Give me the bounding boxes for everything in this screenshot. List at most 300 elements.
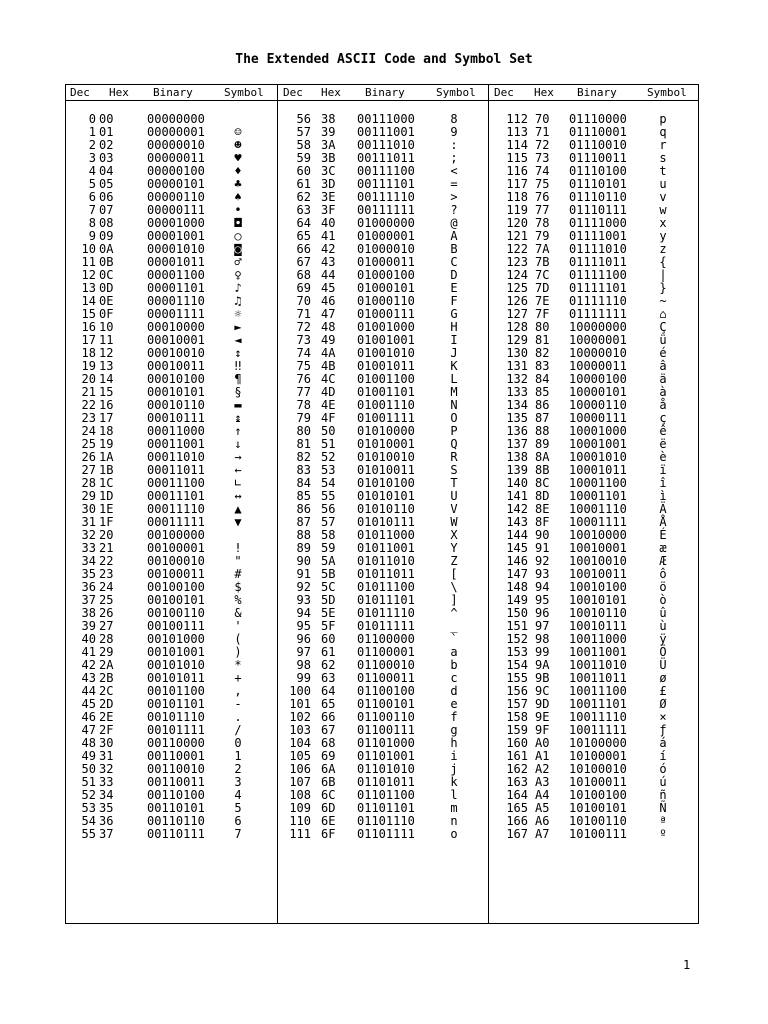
dec-cell: 133 — [506, 385, 528, 399]
dec-cell: 9 — [88, 229, 96, 243]
hex-cell: 4C — [321, 372, 336, 386]
binary-cell: 01110111 — [569, 203, 627, 217]
symbol-cell: l — [450, 788, 458, 802]
symbol-cell: ì — [659, 489, 667, 503]
symbol-cell: ù — [659, 619, 667, 633]
symbol-cell: v — [659, 190, 667, 204]
binary-cell: 01101001 — [357, 749, 415, 763]
hex-cell: 2D — [99, 697, 114, 711]
binary-cell: 10100100 — [569, 788, 627, 802]
binary-cell: 01010001 — [357, 437, 415, 451]
dec-cell: 129 — [506, 333, 528, 347]
dec-cell: 166 — [506, 814, 528, 828]
binary-cell: 10100001 — [569, 749, 627, 763]
symbol-cell: N — [450, 398, 458, 412]
binary-cell: 10010111 — [569, 619, 627, 633]
dec-cell: 57 — [296, 125, 311, 139]
dec-cell: 39 — [81, 619, 96, 633]
binary-cell: 10000011 — [569, 359, 627, 373]
binary-cell: 01001110 — [357, 398, 415, 412]
binary-cell: 00000001 — [147, 125, 205, 139]
dec-cell: 165 — [506, 801, 528, 815]
dec-cell: 124 — [506, 268, 528, 282]
binary-cell: 00110111 — [147, 827, 205, 841]
symbol-cell: £ — [659, 684, 667, 698]
symbol-cell: " — [234, 554, 242, 568]
hex-cell: 43 — [321, 255, 336, 269]
symbol-cell: f — [450, 710, 458, 724]
symbol-cell: O — [450, 411, 458, 425]
hex-cell: 64 — [321, 684, 336, 698]
binary-cell: 00110001 — [147, 749, 205, 763]
dec-cell: 160 — [506, 736, 528, 750]
header-symbol: Symbol — [436, 86, 476, 99]
symbol-cell: Q — [450, 437, 458, 451]
dec-cell: 102 — [289, 710, 311, 724]
binary-cell: 10011011 — [569, 671, 627, 685]
symbol-cell: ä — [659, 372, 667, 386]
binary-cell: 01000001 — [357, 229, 415, 243]
dec-cell: 152 — [506, 632, 528, 646]
symbol-cell: ¶ — [234, 372, 242, 386]
binary-cell: 00100100 — [147, 580, 205, 594]
hex-cell: 11 — [99, 333, 114, 347]
hex-cell: 9B — [535, 671, 550, 685]
dec-cell: 109 — [289, 801, 311, 815]
hex-cell: 91 — [535, 541, 550, 555]
table-row — [488, 828, 699, 841]
symbol-cell: A — [450, 229, 458, 243]
hex-cell: 04 — [99, 164, 114, 178]
dec-cell: 118 — [506, 190, 528, 204]
symbol-cell: ♣ — [234, 177, 242, 191]
symbol-cell: ( — [234, 632, 242, 646]
dec-cell: 73 — [296, 333, 311, 347]
hex-cell: 3B — [321, 151, 336, 165]
symbol-cell: ↓ — [234, 437, 242, 451]
symbol-cell: ♀ — [234, 268, 242, 282]
binary-cell: 10001001 — [569, 437, 627, 451]
symbol-cell: ö — [659, 580, 667, 594]
symbol-cell: ? — [450, 203, 458, 217]
hex-cell: 2B — [99, 671, 114, 685]
symbol-cell: u — [659, 177, 667, 191]
symbol-cell: X — [450, 528, 458, 542]
binary-cell: 01101011 — [357, 775, 415, 789]
dec-cell: 164 — [506, 788, 528, 802]
hex-cell: 71 — [535, 125, 550, 139]
dec-cell: 36 — [81, 580, 96, 594]
symbol-cell: ) — [234, 645, 242, 659]
dec-cell: 139 — [506, 463, 528, 477]
symbol-cell: ♫ — [234, 294, 242, 308]
dec-cell: 99 — [296, 671, 311, 685]
dec-cell: 141 — [506, 489, 528, 503]
symbol-cell: ô — [659, 567, 667, 581]
hex-cell: 17 — [99, 411, 114, 425]
symbol-cell: n — [450, 814, 458, 828]
symbol-cell: y — [659, 229, 667, 243]
symbol-cell: _ — [450, 619, 458, 633]
header-binary: Binary — [365, 86, 405, 99]
dec-cell: 91 — [296, 567, 311, 581]
dec-cell: 46 — [81, 710, 96, 724]
binary-cell: 10011111 — [569, 723, 627, 737]
symbol-cell: i — [450, 749, 458, 763]
symbol-cell: ê — [659, 424, 667, 438]
binary-cell: 10010110 — [569, 606, 627, 620]
symbol-cell: D — [450, 268, 458, 282]
symbol-cell: ñ — [659, 788, 667, 802]
binary-cell: 01010100 — [357, 476, 415, 490]
binary-cell: 00101011 — [147, 671, 205, 685]
binary-cell: 00011100 — [147, 476, 205, 490]
hex-cell: 7B — [535, 255, 550, 269]
hex-cell: 96 — [535, 606, 550, 620]
binary-cell: 01010101 — [357, 489, 415, 503]
hex-cell: 37 — [99, 827, 114, 841]
dec-cell: 145 — [506, 541, 528, 555]
hex-cell: 1F — [99, 515, 114, 529]
symbol-cell: ↑ — [234, 424, 242, 438]
symbol-cell: ◄ — [234, 333, 242, 347]
symbol-cell: ← — [234, 463, 242, 477]
dec-cell: 61 — [296, 177, 311, 191]
symbol-cell: 7 — [234, 827, 242, 841]
binary-cell: 10001010 — [569, 450, 627, 464]
hex-cell: 2F — [99, 723, 114, 737]
header-dec: Dec — [494, 86, 514, 99]
binary-cell: 10100011 — [569, 775, 627, 789]
hex-cell: 7E — [535, 294, 550, 308]
dec-cell: 146 — [506, 554, 528, 568]
hex-cell: 00 — [99, 112, 114, 126]
binary-cell: 01001100 — [357, 372, 415, 386]
dec-cell: 150 — [506, 606, 528, 620]
symbol-cell: / — [234, 723, 242, 737]
binary-cell: 00000000 — [147, 112, 205, 126]
binary-cell: 01110011 — [569, 151, 627, 165]
binary-cell: 01101000 — [357, 736, 415, 750]
symbol-cell: s — [659, 151, 667, 165]
dec-cell: 18 — [81, 346, 96, 360]
symbol-cell: 5 — [234, 801, 242, 815]
dec-cell: 158 — [506, 710, 528, 724]
dec-cell: 50 — [81, 762, 96, 776]
hex-cell: 49 — [321, 333, 336, 347]
dec-cell: 13 — [81, 281, 96, 295]
hex-cell: 1E — [99, 502, 114, 516]
binary-cell: 10000010 — [569, 346, 627, 360]
binary-cell: 01001001 — [357, 333, 415, 347]
hex-cell: 52 — [321, 450, 336, 464]
hex-cell: 55 — [321, 489, 336, 503]
dec-cell: 89 — [296, 541, 311, 555]
binary-cell: 01011101 — [357, 593, 415, 607]
symbol-cell: → — [234, 450, 242, 464]
hex-cell: 98 — [535, 632, 550, 646]
binary-cell: 00110011 — [147, 775, 205, 789]
symbol-cell: Ñ — [659, 801, 667, 815]
dec-cell: 17 — [81, 333, 96, 347]
binary-cell: 00000010 — [147, 138, 205, 152]
binary-cell: 01000011 — [357, 255, 415, 269]
binary-cell: 10001111 — [569, 515, 627, 529]
binary-cell: 00001100 — [147, 268, 205, 282]
binary-cell: 00111100 — [357, 164, 415, 178]
dec-cell: 120 — [506, 216, 528, 230]
dec-cell: 94 — [296, 606, 311, 620]
hex-cell: 41 — [321, 229, 336, 243]
hex-cell: 80 — [535, 320, 550, 334]
dec-cell: 131 — [506, 359, 528, 373]
dec-cell: 52 — [81, 788, 96, 802]
binary-cell: 01011000 — [357, 528, 415, 542]
symbol-cell: 1 — [234, 749, 242, 763]
symbol-cell: Å — [659, 515, 667, 529]
hex-cell: 9C — [535, 684, 550, 698]
dec-cell: 66 — [296, 242, 311, 256]
dec-cell: 68 — [296, 268, 311, 282]
binary-cell: 00101000 — [147, 632, 205, 646]
hex-cell: 8B — [535, 463, 550, 477]
dec-cell: 159 — [506, 723, 528, 737]
binary-cell: 10011000 — [569, 632, 627, 646]
dec-cell: 8 — [88, 216, 96, 230]
binary-cell: 01110010 — [569, 138, 627, 152]
dec-cell: 113 — [506, 125, 528, 139]
dec-cell: 63 — [296, 203, 311, 217]
symbol-cell: ü — [659, 333, 667, 347]
hex-cell: 59 — [321, 541, 336, 555]
header-symbol: Symbol — [224, 86, 264, 99]
hex-cell: 03 — [99, 151, 114, 165]
binary-cell: 01011100 — [357, 580, 415, 594]
dec-cell: 53 — [81, 801, 96, 815]
dec-cell: 151 — [506, 619, 528, 633]
dec-cell: 1 — [88, 125, 96, 139]
binary-cell: 01001010 — [357, 346, 415, 360]
symbol-cell: $ — [234, 580, 242, 594]
dec-cell: 136 — [506, 424, 528, 438]
hex-cell: 47 — [321, 307, 336, 321]
binary-cell: 01111011 — [569, 255, 627, 269]
symbol-cell: x — [659, 216, 667, 230]
hex-cell: 74 — [535, 164, 550, 178]
hex-cell: 5A — [321, 554, 336, 568]
binary-cell: 01100010 — [357, 658, 415, 672]
binary-cell: 01011011 — [357, 567, 415, 581]
dec-cell: 40 — [81, 632, 96, 646]
symbol-cell: å — [659, 398, 667, 412]
symbol-cell: ◘ — [234, 216, 242, 230]
binary-cell: 00111110 — [357, 190, 415, 204]
dec-cell: 16 — [81, 320, 96, 334]
dec-cell: 97 — [296, 645, 311, 659]
binary-cell: 00011010 — [147, 450, 205, 464]
binary-cell: 00011110 — [147, 502, 205, 516]
hex-cell: 5D — [321, 593, 336, 607]
symbol-cell: ú — [659, 775, 667, 789]
header-binary: Binary — [577, 86, 617, 99]
binary-cell: 10001000 — [569, 424, 627, 438]
hex-cell: 4E — [321, 398, 336, 412]
binary-cell: 01101010 — [357, 762, 415, 776]
hex-cell: 7C — [535, 268, 550, 282]
dec-cell: 15 — [81, 307, 96, 321]
binary-cell: 10010100 — [569, 580, 627, 594]
hex-cell: 5F — [321, 619, 336, 633]
dec-cell: 67 — [296, 255, 311, 269]
dec-cell: 10 — [81, 242, 96, 256]
binary-cell: 01111110 — [569, 294, 627, 308]
dec-cell: 23 — [81, 411, 96, 425]
binary-cell: 00010100 — [147, 372, 205, 386]
dec-cell: 128 — [506, 320, 528, 334]
symbol-cell: C — [450, 255, 458, 269]
symbol-cell: 6 — [234, 814, 242, 828]
ascii-table — [65, 84, 699, 924]
symbol-cell: z — [659, 242, 667, 256]
symbol-cell: ▼ — [234, 515, 242, 529]
dec-cell: 48 — [81, 736, 96, 750]
hex-cell: 95 — [535, 593, 550, 607]
symbol-cell: à — [659, 385, 667, 399]
binary-cell: 01000101 — [357, 281, 415, 295]
symbol-cell: U — [450, 489, 458, 503]
symbol-cell: + — [234, 671, 242, 685]
header-dec: Dec — [70, 86, 90, 99]
symbol-cell: ○ — [234, 229, 242, 243]
symbol-cell: 0 — [234, 736, 242, 750]
symbol-cell: ↨ — [234, 411, 242, 425]
symbol-cell: ø — [659, 671, 667, 685]
hex-cell: 84 — [535, 372, 550, 386]
binary-cell: 01010010 — [357, 450, 415, 464]
symbol-cell: 4 — [234, 788, 242, 802]
symbol-cell: b — [450, 658, 458, 672]
symbol-cell: º — [659, 827, 667, 841]
symbol-cell: ▬ — [234, 398, 242, 412]
hex-cell: 45 — [321, 281, 336, 295]
dec-cell: 140 — [506, 476, 528, 490]
dec-cell: 60 — [296, 164, 311, 178]
hex-cell: 28 — [99, 632, 114, 646]
symbol-cell: ♠ — [234, 190, 242, 204]
hex-cell: 30 — [99, 736, 114, 750]
dec-cell: 85 — [296, 489, 311, 503]
symbol-cell: â — [659, 359, 667, 373]
binary-cell: 10000111 — [569, 411, 627, 425]
symbol-cell: ☻ — [234, 138, 242, 152]
dec-cell: 104 — [289, 736, 311, 750]
dec-cell: 88 — [296, 528, 311, 542]
binary-cell: 01101111 — [357, 827, 415, 841]
dec-cell: 56 — [296, 112, 311, 126]
symbol-cell: p — [659, 112, 667, 126]
symbol-cell: c — [450, 671, 458, 685]
hex-cell: 8E — [535, 502, 550, 516]
hex-cell: 18 — [99, 424, 114, 438]
table-row — [277, 828, 488, 841]
symbol-cell: ‼ — [234, 359, 242, 373]
hex-cell: 1D — [99, 489, 114, 503]
symbol-cell: t — [659, 164, 667, 178]
binary-cell: 10100110 — [569, 814, 627, 828]
symbol-cell: w — [659, 203, 667, 217]
symbol-cell: J — [450, 346, 458, 360]
symbol-cell: = — [450, 177, 458, 191]
dec-cell: 74 — [296, 346, 311, 360]
symbol-cell: h — [450, 736, 458, 750]
hex-cell: 9D — [535, 697, 550, 711]
hex-cell: 5C — [321, 580, 336, 594]
dec-cell: 72 — [296, 320, 311, 334]
binary-cell: 00111010 — [357, 138, 415, 152]
dec-cell: 20 — [81, 372, 96, 386]
hex-cell: 0B — [99, 255, 114, 269]
hex-cell: 7A — [535, 242, 550, 256]
binary-cell: 01100111 — [357, 723, 415, 737]
dec-cell: 125 — [506, 281, 528, 295]
hex-cell: 87 — [535, 411, 550, 425]
binary-cell: 00001101 — [147, 281, 205, 295]
dec-cell: 69 — [296, 281, 311, 295]
binary-cell: 00101100 — [147, 684, 205, 698]
binary-cell: 10011010 — [569, 658, 627, 672]
binary-cell: 00001110 — [147, 294, 205, 308]
symbol-cell: ◙ — [234, 242, 242, 256]
hex-cell: 78 — [535, 216, 550, 230]
dec-cell: 41 — [81, 645, 96, 659]
hex-cell: A1 — [535, 749, 550, 763]
binary-cell: 01110110 — [569, 190, 627, 204]
hex-cell: 0A — [99, 242, 114, 256]
hex-cell: 20 — [99, 528, 114, 542]
symbol-cell: E — [450, 281, 458, 295]
hex-cell: 75 — [535, 177, 550, 191]
hex-cell: 38 — [321, 112, 336, 126]
binary-cell: 00001010 — [147, 242, 205, 256]
symbol-cell: . — [234, 710, 242, 724]
dec-cell: 58 — [296, 138, 311, 152]
dec-cell: 6 — [88, 190, 96, 204]
hex-cell: 4F — [321, 411, 336, 425]
hex-cell: 3F — [321, 203, 336, 217]
symbol-cell: í — [659, 749, 667, 763]
dec-cell: 29 — [81, 489, 96, 503]
hex-cell: 8A — [535, 450, 550, 464]
symbol-cell: é — [659, 346, 667, 360]
dec-cell: 25 — [81, 437, 96, 451]
hex-cell: 92 — [535, 554, 550, 568]
hex-cell: 83 — [535, 359, 550, 373]
binary-cell: 01010011 — [357, 463, 415, 477]
dec-cell: 100 — [289, 684, 311, 698]
symbol-cell: 3 — [234, 775, 242, 789]
hex-cell: A3 — [535, 775, 550, 789]
header-binary: Binary — [153, 86, 193, 99]
hex-cell: 2E — [99, 710, 114, 724]
symbol-cell: - — [234, 697, 242, 711]
binary-cell: 01001101 — [357, 385, 415, 399]
binary-cell: 10000000 — [569, 320, 627, 334]
symbol-cell: & — [234, 606, 242, 620]
binary-cell: 10010010 — [569, 554, 627, 568]
hex-cell: 10 — [99, 320, 114, 334]
dec-cell: 45 — [81, 697, 96, 711]
hex-cell: 61 — [321, 645, 336, 659]
